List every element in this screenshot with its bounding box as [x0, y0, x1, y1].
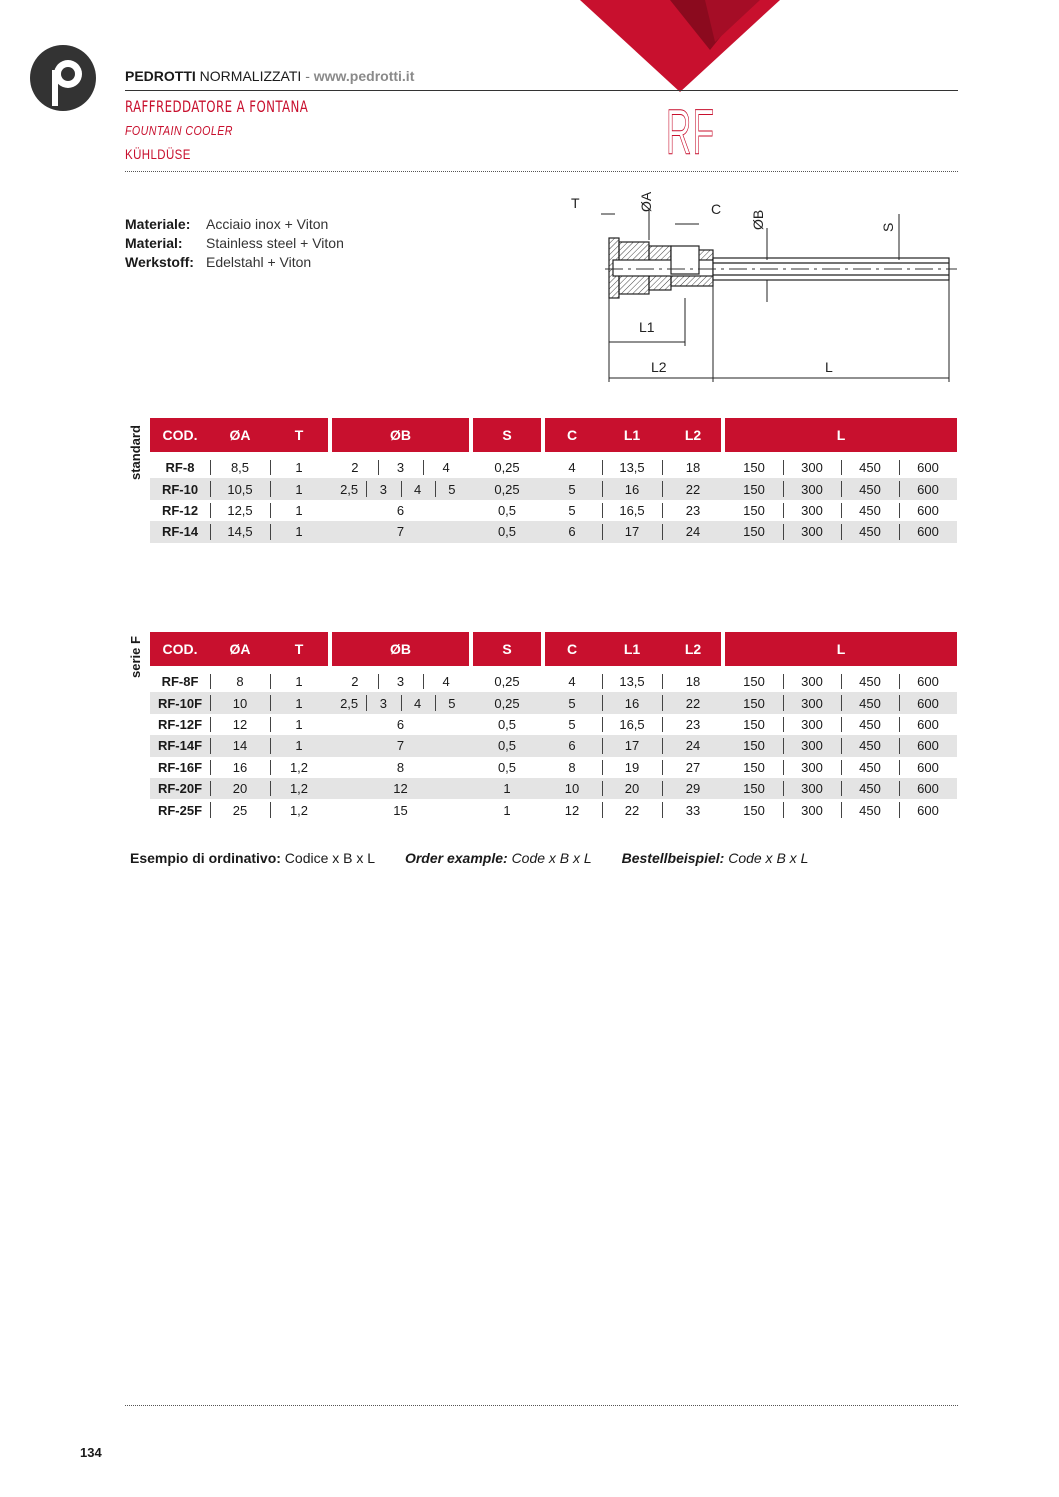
cell-c: 12: [564, 802, 580, 818]
material-row-it: [125, 216, 328, 232]
cell-ob: 12: [393, 781, 408, 797]
cell-cod: RF-8F: [161, 674, 199, 690]
dim-l1: L1: [639, 319, 655, 335]
table-row: [150, 521, 957, 542]
cell-s: 0,5: [497, 738, 517, 754]
col-ob: ØB: [332, 418, 469, 452]
cell-divider: [783, 524, 784, 539]
dim-t: T: [571, 195, 580, 211]
order-label-it: Esempio di ordinativo:: [130, 850, 281, 866]
table-row: [150, 692, 957, 713]
table-header: [150, 632, 957, 666]
cell-l1: 13,5: [619, 460, 645, 476]
cell-cod: RF-20F: [157, 781, 203, 797]
cell-l: 150: [743, 781, 765, 797]
order-value-it: Codice x B x L: [284, 850, 376, 866]
col-c: C: [545, 418, 599, 452]
dim-l: L: [825, 359, 833, 375]
cell-divider: [841, 524, 842, 539]
cell-l: 300: [801, 781, 823, 797]
cell-divider: [435, 481, 436, 496]
cell-l2: 33: [685, 802, 701, 818]
material-value: Acciaio inox + Viton: [206, 216, 329, 232]
cell-ob: 7: [396, 524, 405, 540]
cell-l: 300: [801, 716, 823, 732]
cell-l1: 16: [624, 481, 640, 497]
cell-l: 300: [801, 738, 823, 754]
cell-t: 1: [295, 460, 303, 476]
cell-divider: [899, 674, 900, 689]
col-s: S: [473, 632, 541, 666]
dim-ob: ØB: [750, 209, 766, 230]
cell-divider: [366, 481, 367, 496]
brand-separator: -: [305, 68, 310, 84]
cell-ob: 6: [396, 716, 405, 732]
cell-divider: [783, 460, 784, 475]
cell-l: 450: [859, 759, 881, 775]
cell-divider: [401, 695, 402, 710]
col-t: T: [270, 632, 328, 666]
col-cod: COD.: [150, 632, 210, 666]
cell-divider: [783, 717, 784, 732]
title-german: KÜHLDÜSE: [125, 146, 191, 162]
table-row: [150, 735, 957, 756]
cell-ob: 3: [396, 674, 405, 690]
cell-l: 450: [859, 781, 881, 797]
cell-c: 6: [568, 738, 576, 754]
cell-divider: [841, 760, 842, 775]
cell-l1: 20: [624, 781, 640, 797]
cell-divider: [783, 781, 784, 796]
cell-oa: 25: [232, 802, 248, 818]
cell-divider: [662, 717, 663, 732]
cell-l: 450: [859, 460, 881, 476]
dotted-divider-bottom: [125, 1405, 958, 1406]
cell-ob: 8: [396, 759, 405, 775]
cell-s: 0,25: [494, 674, 520, 690]
col-l1: L1: [599, 632, 665, 666]
cell-l: 150: [743, 759, 765, 775]
cell-l: 300: [801, 759, 823, 775]
cell-l: 600: [917, 738, 939, 754]
cell-l: 150: [743, 695, 765, 711]
table-row: [150, 478, 957, 499]
cell-l: 600: [917, 502, 939, 518]
cell-divider: [841, 781, 842, 796]
material-label: Material:: [125, 235, 183, 251]
cell-divider: [662, 738, 663, 753]
cell-t: 1,2: [289, 781, 309, 797]
cell-l: 450: [859, 674, 881, 690]
cell-l2: 22: [685, 695, 701, 711]
dotted-divider-top: [125, 171, 958, 172]
cell-ob: 6: [396, 502, 405, 518]
table-row: [150, 671, 957, 692]
col-l2: L2: [665, 418, 721, 452]
cell-divider: [899, 460, 900, 475]
brand-line: [125, 68, 414, 84]
material-label: Werkstoff:: [125, 254, 194, 270]
cell-l: 450: [859, 524, 881, 540]
material-row-de: [125, 254, 311, 270]
cell-l2: 29: [685, 781, 701, 797]
order-label-de: Bestellbeispiel:: [621, 850, 725, 866]
cell-l: 150: [743, 738, 765, 754]
cell-oa: 10,5: [227, 481, 253, 497]
dim-l2: L2: [651, 359, 667, 375]
cell-l1: 16,5: [619, 716, 645, 732]
cell-divider: [899, 760, 900, 775]
cell-t: 1: [295, 695, 303, 711]
cell-divider: [899, 695, 900, 710]
cell-l: 300: [801, 502, 823, 518]
cell-cod: RF-12: [161, 502, 199, 518]
cell-l2: 23: [685, 716, 701, 732]
cell-s: 0,25: [494, 481, 520, 497]
table-row: [150, 457, 957, 478]
cell-l: 300: [801, 460, 823, 476]
cell-l: 150: [743, 524, 765, 540]
cell-l2: 23: [685, 502, 701, 518]
cell-cod: RF-8: [165, 460, 195, 476]
cell-ob: 4: [442, 674, 450, 690]
cell-l2: 22: [685, 481, 701, 497]
table-row: [150, 757, 957, 778]
cell-divider: [662, 460, 663, 475]
cell-l: 600: [917, 802, 939, 818]
cell-cod: RF-12F: [157, 716, 203, 732]
col-l: L: [725, 418, 957, 452]
cell-ob: 3: [396, 460, 405, 476]
cell-t: 1: [295, 502, 303, 518]
cell-c: 8: [568, 759, 576, 775]
cell-divider: [899, 781, 900, 796]
col-l: L: [725, 632, 957, 666]
cell-divider: [783, 695, 784, 710]
cell-cod: RF-14F: [157, 738, 203, 754]
decorative-triangles: [580, 0, 780, 92]
cell-l2: 27: [685, 759, 701, 775]
cell-l: 300: [801, 802, 823, 818]
cell-divider: [783, 674, 784, 689]
cell-s: 0,5: [497, 759, 517, 775]
col-oa: ØA: [210, 632, 270, 666]
cell-l: 300: [801, 481, 823, 497]
cell-l: 150: [743, 674, 765, 690]
cell-divider: [378, 460, 379, 475]
cell-t: 1: [295, 738, 303, 754]
cell-oa: 16: [232, 759, 248, 775]
cell-s: 1: [503, 781, 511, 797]
cell-l2: 18: [685, 460, 701, 476]
cell-divider: [423, 460, 424, 475]
cell-divider: [899, 738, 900, 753]
page-number: 134: [80, 1445, 102, 1460]
cell-s: 1: [503, 802, 511, 818]
cell-divider: [841, 717, 842, 732]
cell-l1: 17: [624, 738, 640, 754]
cell-c: 5: [568, 481, 576, 497]
cell-divider: [662, 503, 663, 518]
cell-divider: [783, 760, 784, 775]
cell-divider: [378, 674, 379, 689]
cell-l1: 19: [624, 759, 640, 775]
cell-oa: 14: [232, 738, 248, 754]
cell-l: 150: [743, 802, 765, 818]
cell-divider: [899, 524, 900, 539]
cell-ob: 2: [351, 674, 359, 690]
cell-l: 150: [743, 481, 765, 497]
cell-ob: 2: [351, 460, 359, 476]
cell-l: 300: [801, 524, 823, 540]
cell-ob: 2,5: [340, 695, 359, 711]
cell-l: 150: [743, 460, 765, 476]
technical-drawing: [565, 180, 960, 385]
cell-c: 5: [568, 716, 576, 732]
cell-l: 600: [917, 759, 939, 775]
cell-c: 6: [568, 524, 576, 540]
cell-divider: [899, 481, 900, 496]
dim-oa: ØA: [638, 191, 654, 212]
cell-c: 5: [568, 695, 576, 711]
cell-c: 5: [568, 502, 576, 518]
cell-divider: [662, 695, 663, 710]
cell-l: 450: [859, 695, 881, 711]
cell-oa: 12,5: [227, 502, 253, 518]
cell-divider: [841, 674, 842, 689]
cell-oa: 8,5: [230, 460, 250, 476]
cell-divider: [423, 674, 424, 689]
cell-l: 300: [801, 674, 823, 690]
material-label: Materiale:: [125, 216, 191, 232]
cell-divider: [662, 802, 663, 817]
table-serie-f: [150, 632, 957, 821]
cell-divider: [841, 802, 842, 817]
dim-s: S: [880, 222, 896, 232]
cell-divider: [841, 481, 842, 496]
cell-l: 600: [917, 781, 939, 797]
cell-l: 450: [859, 802, 881, 818]
cell-divider: [841, 503, 842, 518]
table-header: [150, 418, 957, 452]
table-side-label-serie-f: serie F: [128, 636, 143, 678]
cell-divider: [401, 481, 402, 496]
cell-divider: [662, 481, 663, 496]
cell-l: 450: [859, 481, 881, 497]
cell-s: 0,5: [497, 502, 517, 518]
cell-divider: [662, 781, 663, 796]
material-value: Edelstahl + Viton: [206, 254, 312, 270]
cell-oa: 14,5: [227, 524, 253, 540]
title-english: FOUNTAIN COOLER: [125, 123, 233, 138]
cell-cod: RF-16F: [157, 759, 203, 775]
brand-bold: PEDROTTI: [125, 68, 196, 84]
cell-divider: [899, 717, 900, 732]
cell-l: 600: [917, 524, 939, 540]
cell-t: 1,2: [289, 802, 309, 818]
col-l1: L1: [599, 418, 665, 452]
cell-l1: 13,5: [619, 674, 645, 690]
order-label-en: Order example:: [404, 850, 508, 866]
cell-c: 4: [568, 674, 576, 690]
col-t: T: [270, 418, 328, 452]
cell-oa: 20: [232, 781, 248, 797]
cell-ob: 7: [396, 738, 405, 754]
cell-divider: [435, 695, 436, 710]
cell-cod: RF-10F: [157, 695, 203, 711]
cell-divider: [783, 802, 784, 817]
title-italian: RAFFREDDATORE A FONTANA: [125, 97, 309, 116]
cell-l: 600: [917, 460, 939, 476]
cell-c: 4: [568, 460, 576, 476]
cell-cod: RF-10: [161, 481, 199, 497]
website-link[interactable]: www.pedrotti.it: [313, 68, 415, 84]
cell-ob: 4: [414, 695, 422, 711]
order-value-en: Code x B x L: [511, 850, 592, 866]
cell-l: 600: [917, 481, 939, 497]
cell-divider: [841, 460, 842, 475]
brand-rest: NORMALIZZATI: [199, 68, 302, 84]
cell-divider: [662, 674, 663, 689]
cell-ob: 5: [448, 695, 456, 711]
order-example: [130, 850, 808, 866]
cell-t: 1,2: [289, 759, 309, 775]
cell-t: 1: [295, 674, 303, 690]
dim-c: C: [711, 201, 722, 217]
cell-t: 1: [295, 524, 303, 540]
cell-divider: [783, 481, 784, 496]
cell-l2: 18: [685, 674, 701, 690]
cell-divider: [783, 503, 784, 518]
cell-l1: 22: [624, 802, 640, 818]
cell-divider: [899, 802, 900, 817]
cell-t: 1: [295, 481, 303, 497]
cell-cod: RF-25F: [157, 802, 203, 818]
product-code: RF: [666, 96, 716, 168]
cell-ob: 4: [442, 460, 450, 476]
material-value: Stainless steel + Viton: [206, 235, 344, 251]
cell-ob: 3: [379, 481, 387, 497]
cell-t: 1: [295, 716, 303, 732]
cell-c: 10: [564, 781, 580, 797]
cell-l: 600: [917, 716, 939, 732]
cell-l1: 16: [624, 695, 640, 711]
pedrotti-logo: [28, 44, 98, 112]
cell-s: 0,5: [497, 716, 517, 732]
cell-ob: 15: [393, 802, 408, 818]
cell-l2: 24: [685, 524, 701, 540]
cell-ob: 4: [414, 481, 422, 497]
cell-l: 600: [917, 674, 939, 690]
table-standard: [150, 418, 957, 543]
cell-l: 300: [801, 695, 823, 711]
cell-l: 150: [743, 716, 765, 732]
cell-divider: [662, 524, 663, 539]
cell-s: 0,5: [497, 524, 517, 540]
cell-cod: RF-14: [161, 524, 199, 540]
cell-l: 600: [917, 695, 939, 711]
col-c: C: [545, 632, 599, 666]
col-s: S: [473, 418, 541, 452]
cell-s: 0,25: [494, 695, 520, 711]
cell-divider: [841, 738, 842, 753]
cell-oa: 12: [232, 716, 248, 732]
cell-l: 150: [743, 502, 765, 518]
cell-ob: 3: [379, 695, 387, 711]
cell-divider: [662, 760, 663, 775]
cell-l1: 16,5: [619, 502, 645, 518]
cell-l: 450: [859, 738, 881, 754]
table-row: [150, 500, 957, 521]
cell-oa: 8: [236, 674, 244, 690]
col-l2: L2: [665, 632, 721, 666]
table-row: [150, 799, 957, 820]
cell-s: 0,25: [494, 460, 520, 476]
cell-ob: 2,5: [340, 481, 359, 497]
cell-l1: 17: [624, 524, 640, 540]
table-row: [150, 714, 957, 735]
cell-l: 450: [859, 502, 881, 518]
order-value-de: Code x B x L: [728, 850, 809, 866]
cell-oa: 10: [232, 695, 248, 711]
table-row: [150, 778, 957, 799]
header-rule: [125, 90, 958, 91]
col-oa: ØA: [210, 418, 270, 452]
col-cod: COD.: [150, 418, 210, 452]
col-ob: ØB: [332, 632, 469, 666]
cell-ob: 5: [448, 481, 456, 497]
cell-divider: [841, 695, 842, 710]
material-row-en: [125, 235, 344, 251]
table-side-label-standard: standard: [128, 425, 143, 480]
cell-l: 450: [859, 716, 881, 732]
cell-divider: [783, 738, 784, 753]
cell-l2: 24: [685, 738, 701, 754]
cell-divider: [366, 695, 367, 710]
cell-divider: [899, 503, 900, 518]
